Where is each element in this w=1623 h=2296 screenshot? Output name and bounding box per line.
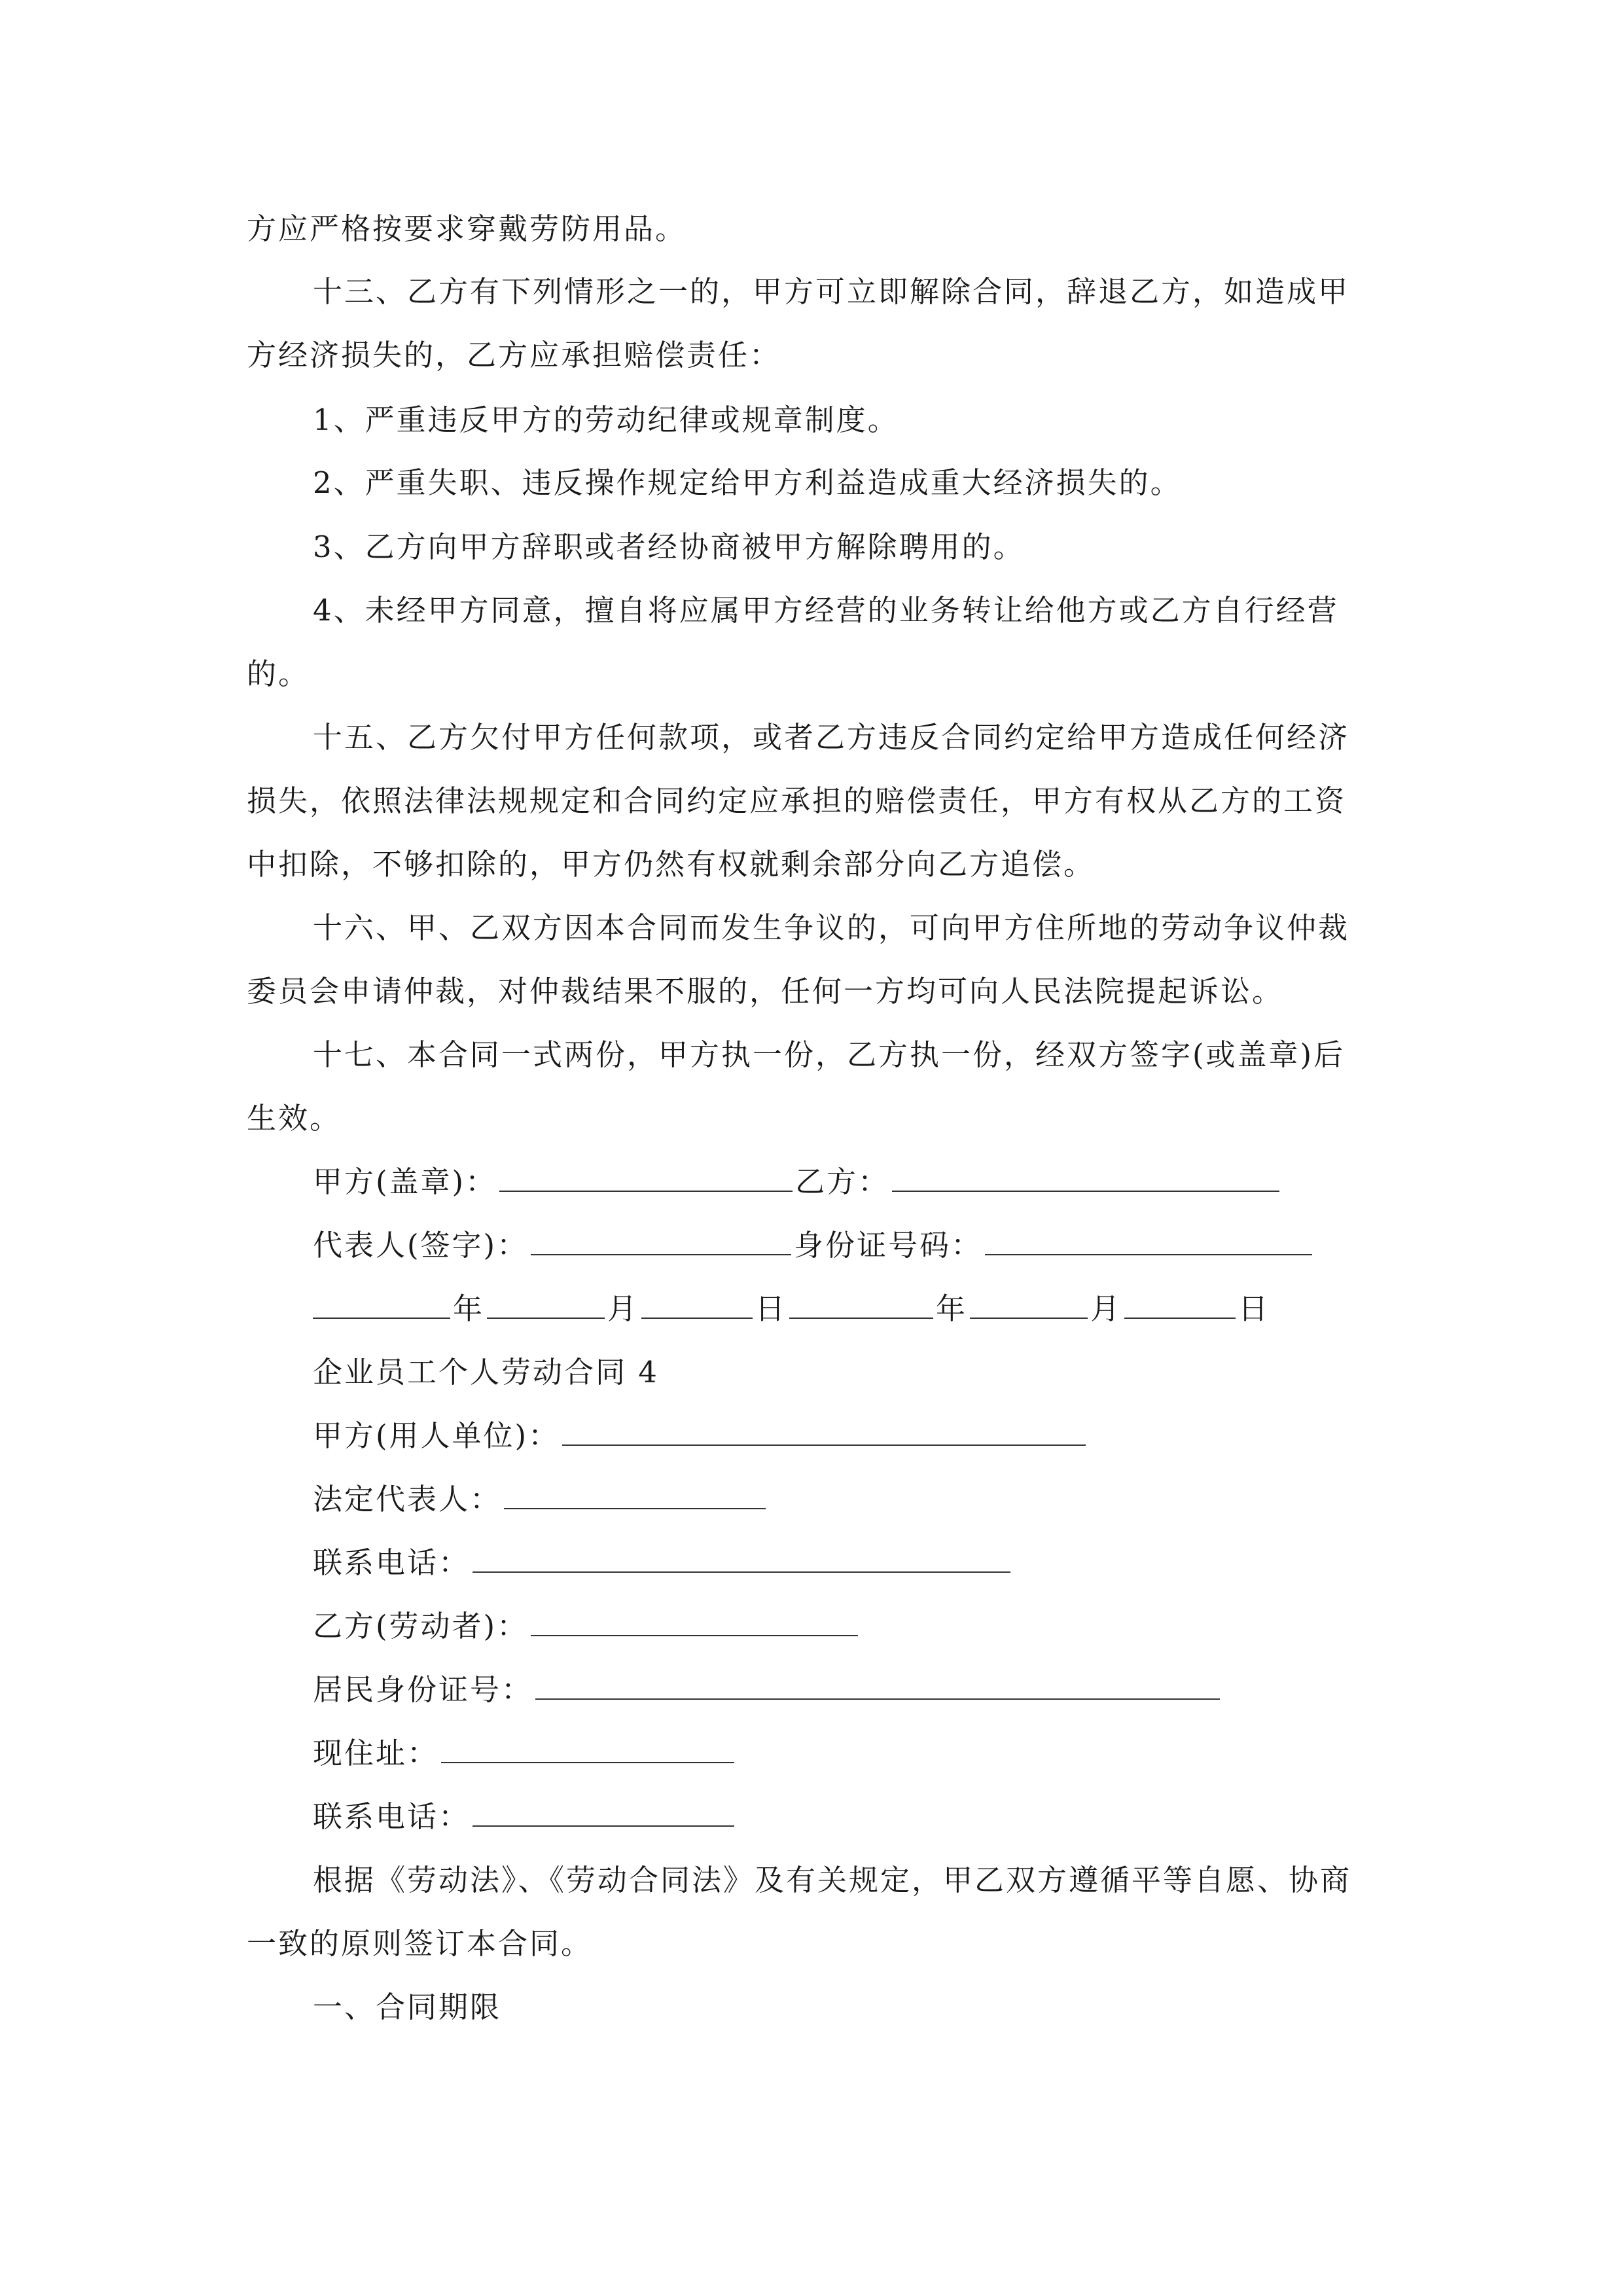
item-4-line-2: 的。 [247, 656, 310, 691]
employee-label: 乙方(劳动者)： [313, 1609, 529, 1643]
clause-16-line-2: 委员会申请仲裁，对仲裁结果不服的，任何一方均可向人民法院提起诉讼。 [247, 974, 1284, 1009]
clause-15-line-2: 损失，依照法律法规规定和合同约定应承担的赔偿责任，甲方有权从乙方的工资 [247, 783, 1347, 818]
clause-17-line-1: 十七、本合同一式两份，甲方执一份，乙方执一份，经双方签字(或盖章)后 [313, 1037, 1346, 1072]
month-a-label: 月 [607, 1291, 639, 1326]
address-label: 现住址： [313, 1736, 439, 1770]
rep-sign-blank[interactable] [531, 1228, 791, 1255]
phone-b-blank[interactable] [473, 1799, 734, 1827]
day-a-label: 日 [755, 1291, 787, 1326]
clause-13-line-2: 方经济损失的，乙方应承担赔偿责任： [247, 338, 781, 372]
year-a-blank[interactable] [313, 1291, 450, 1319]
clause-15-line-3: 中扣除，不够扣除的，甲方仍然有权就剩余部分向乙方追偿。 [247, 847, 1096, 882]
item-2: 2、严重失职、违反操作规定给甲方利益造成重大经济损失的。 [313, 465, 1182, 500]
employer-blank[interactable] [562, 1418, 1086, 1446]
clause-16-line-1: 十六、甲、乙双方因本合同而发生争议的，可向甲方住所地的劳动争议仲裁 [313, 910, 1350, 945]
signature-row-2 [313, 1226, 1315, 1265]
phone-b-label: 联系电话： [313, 1799, 471, 1834]
employee-row [313, 1607, 861, 1646]
party-a-seal-label: 甲方(盖章)： [313, 1164, 497, 1199]
month-b-blank[interactable] [970, 1291, 1088, 1319]
section-1-heading: 一、合同期限 [313, 1990, 502, 2024]
month-b-label: 月 [1090, 1291, 1122, 1326]
id-number-label: 身份证号码： [794, 1228, 983, 1263]
phone-a-row [313, 1543, 1013, 1583]
rep-sign-label: 代表人(签字)： [313, 1228, 529, 1263]
clause-15-line-1: 十五、乙方欠付甲方任何款项，或者乙方违反合同约定给甲方造成任何经济 [313, 720, 1350, 755]
employee-blank[interactable] [531, 1609, 858, 1636]
day-b-label: 日 [1238, 1291, 1270, 1326]
employer-row [313, 1416, 1088, 1456]
item-4-line-1: 4、未经甲方同意，擅自将应属甲方经营的业务转让给他方或乙方自行经营 [313, 593, 1339, 628]
day-b-blank[interactable] [1124, 1291, 1236, 1319]
phone-a-blank[interactable] [473, 1545, 1010, 1573]
paragraph-line: 方应严格按要求穿戴劳防用品。 [247, 211, 687, 246]
resident-id-label: 居民身份证号： [313, 1672, 533, 1707]
phone-a-label: 联系电话： [313, 1545, 471, 1580]
clause-17-line-2: 生效。 [247, 1101, 342, 1136]
month-a-blank[interactable] [487, 1291, 605, 1319]
item-3: 3、乙方向甲方辞职或者经协商被甲方解除聘用的。 [313, 529, 1025, 564]
signature-row-1 [313, 1162, 1282, 1202]
id-number-blank[interactable] [985, 1228, 1312, 1255]
address-row [313, 1734, 737, 1773]
signature-date-row [313, 1289, 1270, 1329]
legal-rep-row [313, 1480, 768, 1519]
item-1: 1、严重违反甲方的劳动纪律或规章制度。 [313, 403, 899, 437]
year-a-label: 年 [453, 1291, 485, 1326]
intro-line-2: 一致的原则签订本合同。 [247, 1926, 593, 1961]
clause-13-line-1: 十三、乙方有下列情形之一的，甲方可立即解除合同，辞退乙方，如造成甲 [313, 274, 1350, 309]
contract-4-title: 企业员工个人劳动合同 4 [313, 1355, 659, 1390]
day-a-blank[interactable] [641, 1291, 753, 1319]
party-b-label: 乙方： [795, 1164, 890, 1199]
resident-id-blank[interactable] [535, 1672, 1220, 1700]
party-a-seal-blank[interactable] [499, 1164, 793, 1192]
year-b-blank[interactable] [789, 1291, 933, 1319]
address-blank[interactable] [441, 1736, 734, 1763]
legal-rep-label: 法定代表人： [313, 1482, 502, 1516]
year-b-label: 年 [936, 1291, 968, 1326]
resident-id-row [313, 1670, 1222, 1710]
phone-b-row [313, 1797, 737, 1837]
party-b-blank[interactable] [892, 1164, 1279, 1192]
employer-label: 甲方(用人单位)： [313, 1418, 560, 1453]
legal-rep-blank[interactable] [504, 1482, 766, 1509]
intro-line-1: 根据《劳动法》、《劳动合同法》及有关规定，甲乙双方遵循平等自愿、协商 [313, 1863, 1352, 1897]
